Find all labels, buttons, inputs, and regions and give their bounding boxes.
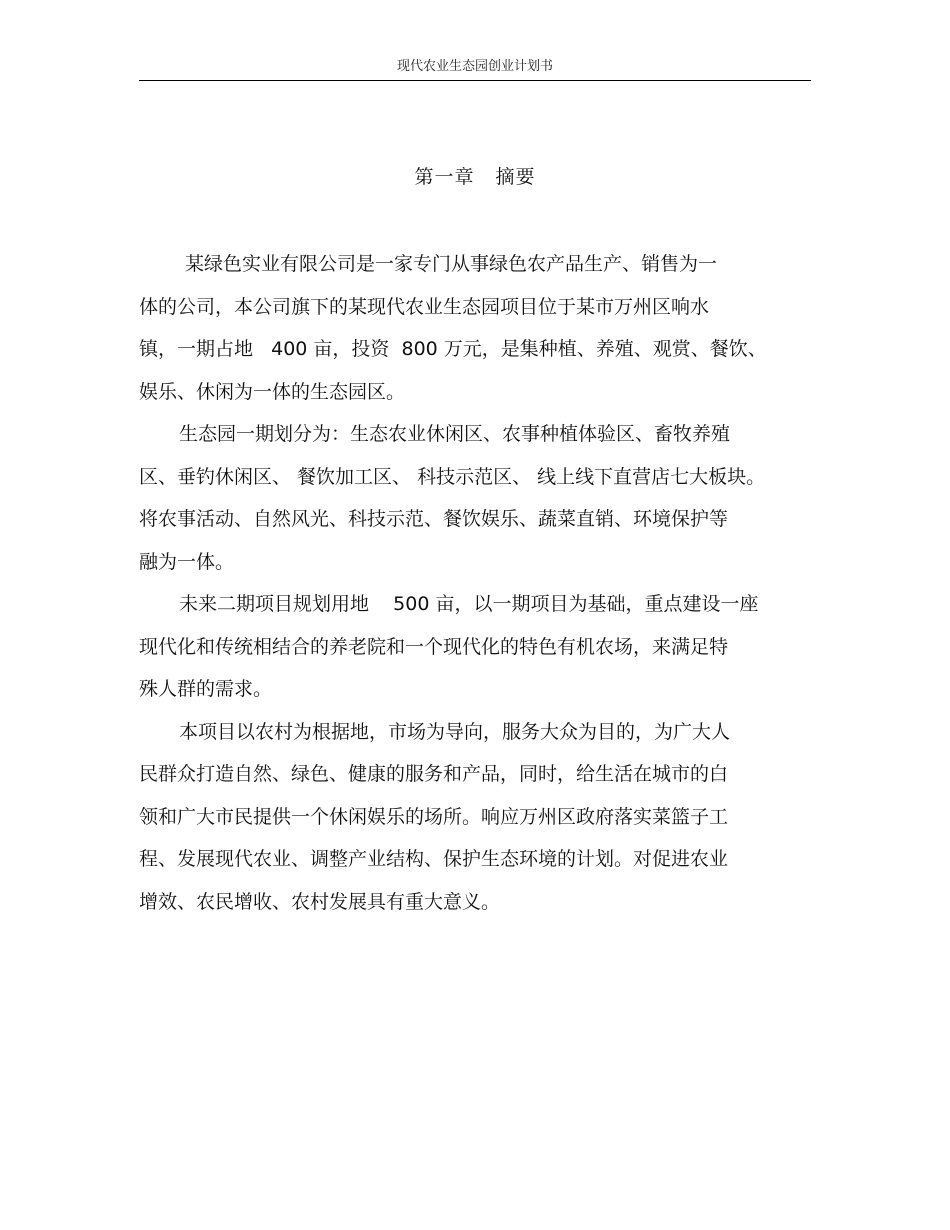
paragraph-line: 体的公司，本公司旗下的某现代农业生态园项目位于某市万州区响水 bbox=[139, 295, 710, 318]
paragraph-line: 领和广大市民提供一个休闲娱乐的场所。响应万州区政府落实菜篮子工 bbox=[139, 805, 729, 828]
paragraph-3 bbox=[139, 583, 819, 711]
running-header: 现代农业生态园创业计划书 bbox=[396, 59, 553, 74]
paragraph-line: 本项目以农村为根据地，市场为导向，服务大众为目的，为广大人 bbox=[179, 720, 731, 743]
paragraph-line: 增效、农民增收、农村发展具有重大意义。 bbox=[139, 890, 501, 913]
header-divider bbox=[139, 80, 811, 81]
paragraph-line: 民群众打造自然、绿色、健康的服务和产品，同时，给生活在城市的白 bbox=[139, 763, 729, 785]
paragraph-line: 某绿色实业有限公司是一家专门从事绿色农产品生产、销售为一 bbox=[179, 253, 718, 275]
paragraph-line: 程、发展现代农业、调整产业结构、保护生态环境的计划。对促进农业 bbox=[139, 848, 729, 870]
paragraph-2 bbox=[139, 413, 819, 583]
paragraph-line: 殊人群的需求。 bbox=[139, 678, 273, 700]
paragraph-line: 未来二期项目规划用地 500 亩，以一期项目为基础，重点建设一座 bbox=[179, 593, 759, 615]
paragraph-4 bbox=[139, 711, 819, 924]
paragraph-line: 将农事活动、自然风光、科技示范、餐饮娱乐、蔬菜直销、环境保护等 bbox=[139, 508, 729, 530]
chapter-title: 第一章 摘要 bbox=[414, 166, 536, 188]
paragraph-line: 区、垂钓休闲区、 餐饮加工区、 科技示范区、 线上线下直营店七大板块。 bbox=[139, 465, 766, 488]
paragraph-line: 生态园一期划分为：生态农业休闲区、农事种植体验区、畜牧养殖 bbox=[179, 423, 731, 445]
paragraph-line: 现代化和传统相结合的养老院和一个现代化的特色有机农场，来满足特 bbox=[139, 635, 729, 658]
paragraph-line: 镇，一期占地 400 亩，投资 800 万元，是集种植、养殖、观赏、餐饮、 bbox=[139, 338, 767, 360]
paragraph-1 bbox=[139, 243, 819, 413]
paragraph-line: 娱乐、休闲为一体的生态园区。 bbox=[139, 380, 406, 403]
body-text bbox=[139, 243, 819, 923]
paragraph-line: 融为一体。 bbox=[139, 550, 235, 573]
